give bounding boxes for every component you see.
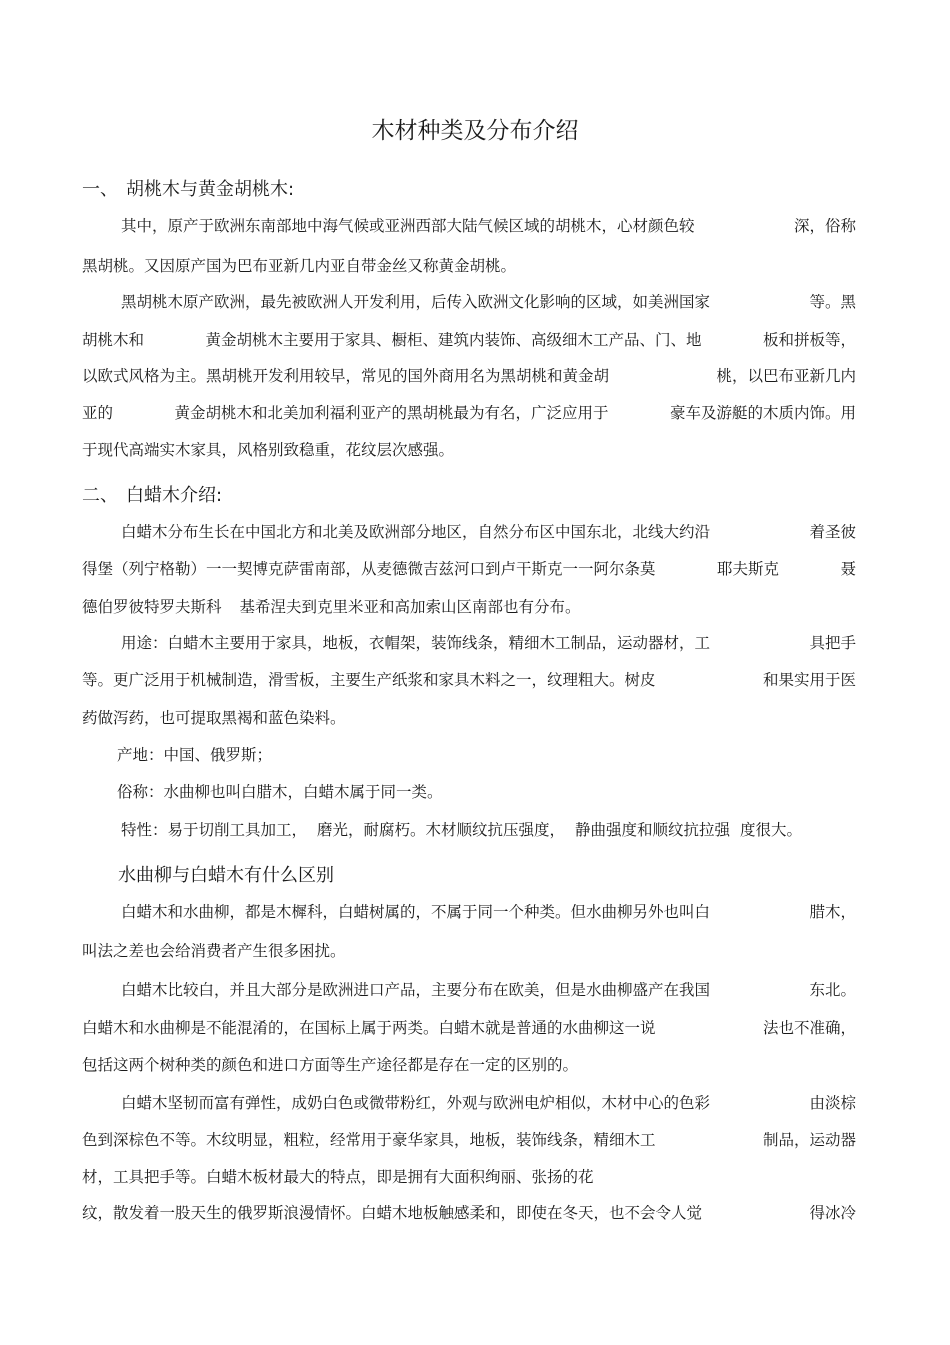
origin-line: 产地：中国、俄罗斯； bbox=[117, 746, 273, 764]
text-segment: 黑胡桃木原产欧洲，最先被欧洲人开发利用，后传入欧洲文化影响的区域，如美洲国家 bbox=[121, 293, 711, 311]
paragraph-line: 药做泻药，也可提取黑褐和蓝色染料。 bbox=[82, 709, 346, 727]
paragraph-line: 黑胡桃。又因原产国为巴布亚新几内亚自带金丝又称黄金胡桃。 bbox=[82, 257, 517, 275]
paragraph-line: 叫法之差也会给消费者产生很多困扰。 bbox=[82, 942, 346, 960]
text-segment: 白蜡木坚韧而富有弹性，成奶白色或微带粉红，外观与欧洲电炉相似，木材中心的色彩 bbox=[121, 1094, 711, 1112]
paragraph-line bbox=[82, 328, 856, 350]
paragraph-line bbox=[82, 364, 856, 386]
section-2-heading bbox=[82, 481, 222, 507]
text-segment: 磨光，耐腐朽。木材顺纹抗压强度， bbox=[317, 821, 566, 839]
paragraph-line bbox=[121, 900, 856, 922]
paragraph-line bbox=[82, 1201, 856, 1223]
paragraph-line bbox=[121, 1091, 856, 1113]
paragraph-line: 材，工具把手等。白蜡木板材最大的特点，即是拥有大面积绚丽、张扬的花 bbox=[82, 1168, 594, 1186]
paragraph-line: 包括这两个树种类的颜色和进口方面等生产途径都是存在一定的区别的。 bbox=[82, 1056, 579, 1074]
section-1-title: 胡桃木与黄金胡桃木: bbox=[126, 179, 295, 200]
text-segment: 桃，以巴布亚新几内 bbox=[716, 367, 856, 385]
text-segment: 以欧式风格为主。黑胡桃开发利用较早，常见的国外商用名为黑胡桃和黄金胡 bbox=[82, 367, 610, 385]
text-segment: 亚的 bbox=[82, 404, 114, 422]
text-segment: 德伯罗彼特罗夫斯科 bbox=[82, 598, 222, 616]
paragraph-line bbox=[82, 557, 856, 579]
text-segment: 法也不准确， bbox=[762, 1019, 856, 1037]
traits-line bbox=[121, 818, 802, 840]
text-segment: 等。更广泛用于机械制造，滑雪板，主要生产纸浆和家具木料之一，纹理粗大。树皮 bbox=[82, 671, 656, 689]
text-segment: 等。黑 bbox=[809, 293, 856, 311]
section-1-heading bbox=[82, 175, 294, 201]
text-segment: 着圣彼 bbox=[809, 523, 856, 541]
paragraph-line bbox=[82, 595, 581, 617]
text-segment: 具把手 bbox=[809, 634, 856, 652]
text-segment: 白蜡木分布生长在中国北方和北美及欧洲部分地区，自然分布区中国东北，北线大约沿 bbox=[121, 523, 711, 541]
paragraph-line bbox=[121, 978, 856, 1000]
text-segment: 耶夫斯克 bbox=[716, 560, 779, 578]
text-segment: 黄金胡桃木主要用于家具、橱柜、建筑内装饰、高级细木工产品、门、地 bbox=[205, 331, 702, 349]
section-1-number: 一、 bbox=[82, 179, 118, 200]
document-title: 木材种类及分布介绍 bbox=[371, 118, 579, 144]
text-segment: 静曲强度和顺纹抗拉强 bbox=[575, 821, 731, 839]
paragraph-line bbox=[82, 1016, 856, 1038]
paragraph-line bbox=[121, 214, 856, 236]
text-segment: 纹，散发着一股天生的俄罗斯浪漫情怀。白蜡木地板触感柔和，即使在冬天，也不会令人觉 bbox=[82, 1204, 703, 1222]
text-segment: 白蜡木比较白，并且大部分是欧洲进口产品，主要分布在欧美，但是水曲柳盛产在我国 bbox=[121, 981, 711, 999]
text-segment: 特性：易于切削工具加工， bbox=[121, 821, 308, 839]
text-segment: 豪车及游艇的木质内饰。用 bbox=[669, 404, 856, 422]
text-segment: 白蜡木和水曲柳是不能混淆的，在国标上属于两类。白蜡木就是普通的水曲柳这一说 bbox=[82, 1019, 656, 1037]
text-segment: 度很大。 bbox=[740, 821, 803, 839]
paragraph-line bbox=[121, 290, 856, 312]
text-segment: 色到深棕色不等。木纹明显，粗粒，经常用于豪华家具，地板，装饰线条，精细木工 bbox=[82, 1131, 656, 1149]
subsection-heading: 水曲柳与白蜡木有什么区别 bbox=[118, 865, 334, 886]
text-segment: 其中，原产于欧洲东南部地中海气候或亚洲西部大陆气候区域的胡桃木，心材颜色较 bbox=[121, 217, 695, 235]
text-segment: 得冰冷 bbox=[809, 1204, 856, 1222]
text-segment: 基希涅夫到克里米亚和高加索山区南部也有分布。 bbox=[239, 598, 581, 616]
text-segment: 由淡棕 bbox=[809, 1094, 856, 1112]
text-segment: 制品，运动器 bbox=[762, 1131, 856, 1149]
paragraph-line bbox=[121, 631, 856, 653]
paragraph-line bbox=[82, 1128, 856, 1150]
paragraph-line bbox=[82, 401, 856, 423]
text-segment: 黄金胡桃木和北美加利福利亚产的黑胡桃最为有名，广泛应用于 bbox=[174, 404, 609, 422]
text-segment: 和果实用于医 bbox=[762, 671, 856, 689]
text-segment: 用途：白蜡木主要用于家具，地板，衣帽架，装饰线条，精细木工制品，运动器材，工 bbox=[121, 634, 711, 652]
paragraph-line: 于现代高端实木家具，风格别致稳重，花纹层次感强。 bbox=[82, 441, 455, 459]
text-segment: 聂 bbox=[840, 560, 856, 578]
paragraph-line bbox=[82, 668, 856, 690]
text-segment: 东北。 bbox=[809, 981, 856, 999]
text-segment: 得堡（列宁格勒）一一契博克萨雷南部，从麦德微吉兹河口到卢干斯克一一阿尔条莫 bbox=[82, 560, 656, 578]
paragraph-line bbox=[121, 520, 856, 542]
text-segment: 腊木， bbox=[809, 903, 856, 921]
section-2-number: 二、 bbox=[82, 485, 118, 506]
text-segment: 白蜡木和水曲柳，都是木樨科，白蜡树属的，不属于同一个种类。但水曲柳另外也叫白 bbox=[121, 903, 711, 921]
text-segment: 板和拼板等， bbox=[762, 331, 856, 349]
text-segment: 胡桃木和 bbox=[82, 331, 145, 349]
alias-line: 俗称：水曲柳也叫白腊木，白蜡木属于同一类。 bbox=[117, 783, 443, 801]
text-segment: 深，俗称 bbox=[793, 217, 856, 235]
section-2-title: 白蜡木介绍: bbox=[126, 485, 223, 506]
